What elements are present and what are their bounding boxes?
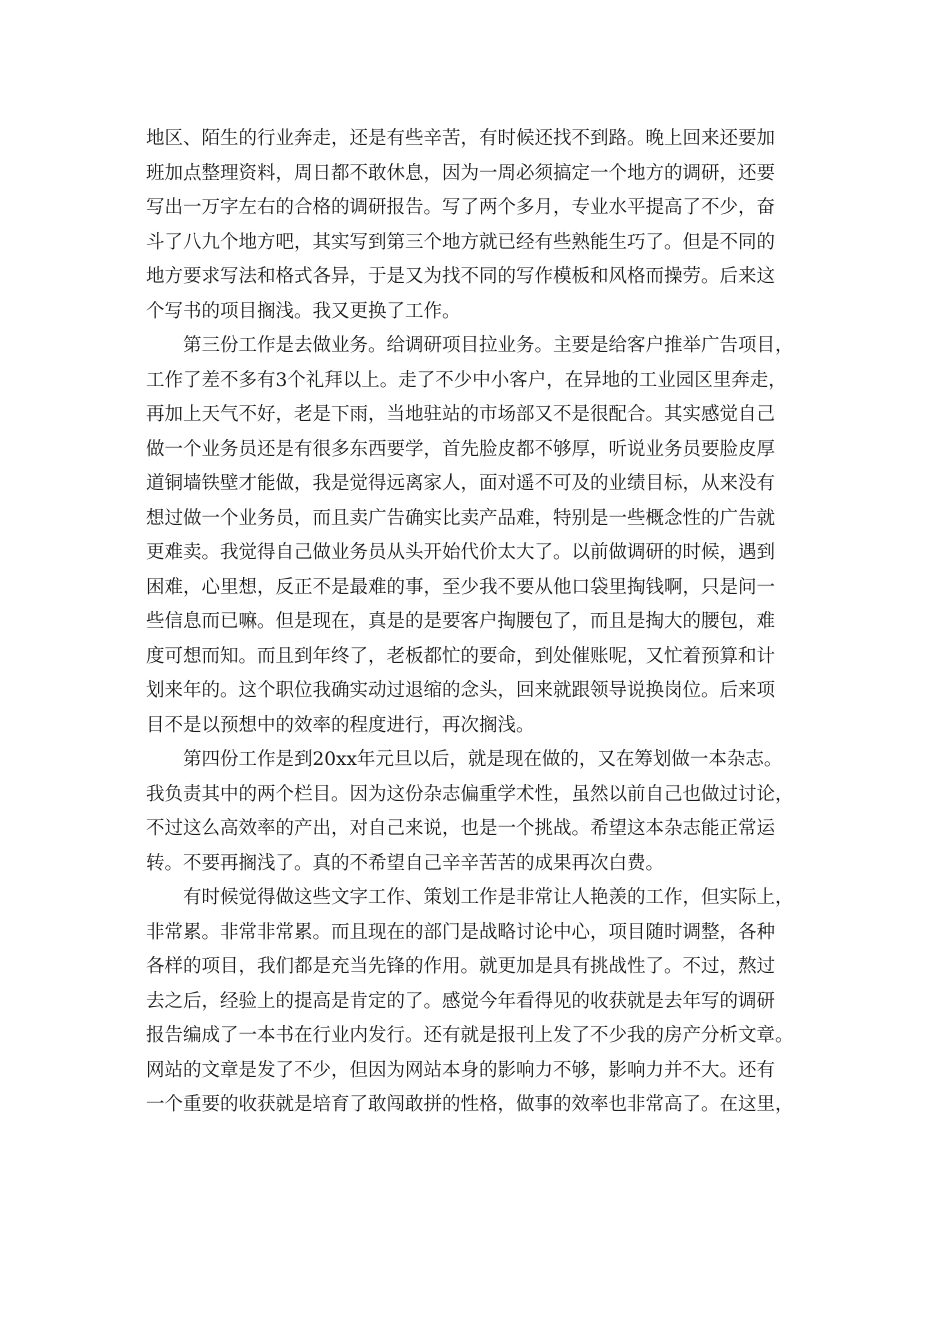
text-line: 个写书的项目搁浅。我又更换了工作。 [146,300,461,322]
text-line: 不过这么高效率的产出，对自己来说，也是一个挑战。希望这本杂志能正常运 [146,818,776,839]
text-line: 第四份工作是到20xx年元旦以后，就是现在做的，又在筹划做一本杂志。 [146,749,783,770]
text-line: 写出一万字左右的合格的调研报告。写了两个多月，专业水平提高了不少，奋 [146,197,776,218]
text-line: 网站的文章是发了不少，但因为网站本身的影响力不够，影响力并不大。还有 [146,1059,776,1081]
text-line: 目不是以预想中的效率的程度进行，再次搁浅。 [146,714,535,736]
body-text [146,122,826,1123]
text-line: 我负责其中的两个栏目。因为这份杂志偏重学术性，虽然以前自己也做过讨论， [146,783,794,805]
text-line: 想过做一个业务员，而且卖广告确实比卖产品难，特别是一些概念性的广告就 [146,507,776,529]
text-line: 做一个业务员还是有很多东西要学，首先脸皮都不够厚，听说业务员要脸皮厚 [146,438,776,460]
text-line: 道铜墙铁壁才能做，我是觉得远离家人，面对遥不可及的业绩目标，从来没有 [146,473,776,494]
text-line: 有时候觉得做这些文字工作、策划工作是非常让人艳羡的工作，但实际上， [146,887,794,908]
text-line: 划来年的。这个职位我确实动过退缩的念头，回来就跟领导说换岗位。后来项 [146,680,776,701]
text-line: 转。不要再搁浅了。真的不希望自己辛辛苦苦的成果再次白费。 [146,852,665,874]
text-line: 困难，心里想，反正不是最难的事，至少我不要从他口袋里掏钱啊，只是问一 [146,576,776,598]
text-line: 地方要求写法和格式各异，于是又为找不同的写作模板和风格而操劳。后来这 [146,266,776,287]
text-line: 再加上天气不好，老是下雨，当地驻站的市场部又不是很配合。其实感觉自己 [146,404,776,425]
text-line: 斗了八九个地方吧，其实写到第三个地方就已经有些熟能生巧了。但是不同的 [146,231,776,253]
text-line: 去之后，经验上的提高是肯定的了。感觉今年看得见的收获就是去年写的调研 [146,990,776,1012]
text-line: 更难卖。我觉得自己做业务员从头开始代价太大了。以前做调研的时候，遇到 [146,542,776,563]
text-line: 些信息而已嘛。但是现在，真是的是要客户掏腰包了，而且是掏大的腰包，难 [146,611,776,632]
text-line: 各样的项目，我们都是充当先锋的作用。就更加是具有挑战性了。不过，熬过 [146,956,776,977]
text-line: 非常累。非常非常累。而且现在的部门是战略讨论中心，项目随时调整，各种 [146,921,776,943]
text-line: 报告编成了一本书在行业内发行。还有就是报刊上发了不少我的房产分析文章。 [146,1025,794,1046]
text-line: 地区、陌生的行业奔走，还是有些辛苦，有时候还找不到路。晚上回来还要加 [146,128,776,149]
text-line: 度可想而知。而且到年终了，老板都忙的要命，到处催账呢，又忙着预算和计 [146,645,776,667]
text-line: 班加点整理资料，周日都不敢休息，因为一周必须搞定一个地方的调研，还要 [146,162,776,184]
text-line: 工作了差不多有3个礼拜以上。走了不少中小客户，在异地的工业园区里奔走， [146,369,787,391]
text-line: 第三份工作是去做业务。给调研项目拉业务。主要是给客户推举广告项目， [146,335,794,356]
text-line: 一个重要的收获就是培育了敢闯敢拼的性格，做事的效率也非常高了。在这里， [146,1094,794,1115]
